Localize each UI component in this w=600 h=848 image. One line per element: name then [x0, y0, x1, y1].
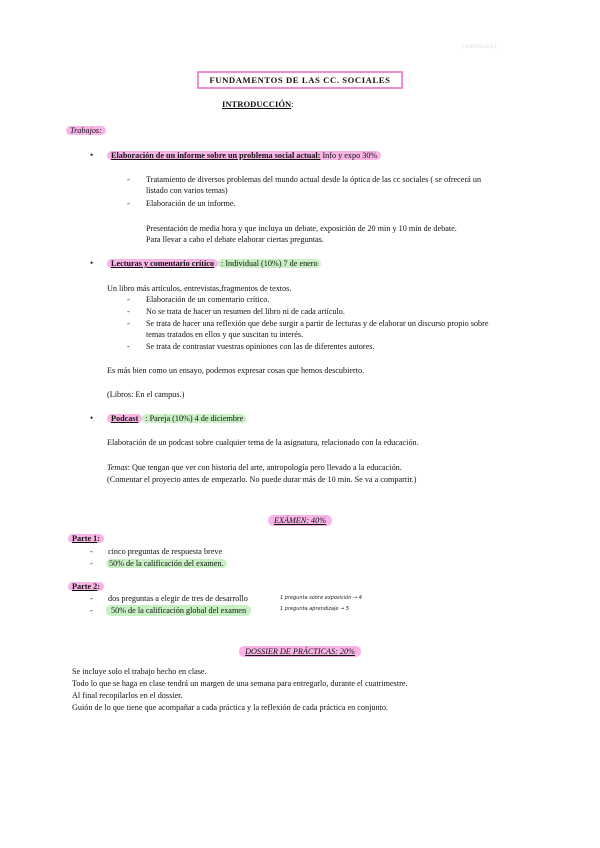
dash-icon: - [127, 307, 130, 316]
bullet-icon: • [90, 413, 94, 423]
dash-icon: - [90, 606, 93, 615]
item1-sub1-line2: listado con varios temas) [146, 186, 228, 195]
item2-intro: Un libro más artículos, entrevistas,fragmentos de textos. [107, 284, 292, 293]
dash-icon: - [127, 319, 130, 328]
examen-heading: EXÁMEN: 40% [268, 515, 332, 526]
parte2-item1: dos preguntas a elegir de tres de desarrollo [108, 594, 248, 603]
intro-colon: : [291, 99, 294, 109]
bullet-icon: • [90, 150, 94, 160]
parte1-label-wrap [68, 533, 104, 544]
item1-sub1-line1: Tratamiento de diversos problemas del mundo actual desde la óptica de las cc sociales ( se ofrecerá un [146, 175, 482, 184]
dossier-heading-wrap [0, 641, 600, 659]
dossier-line4: Guión de lo que tiene que acompañar a cada práctica y la reflexión de cada práctica en conjunto. [72, 703, 388, 712]
dash-icon: - [90, 547, 93, 556]
item1-note-line1: Presentación de media hora y que incluya un debate, exposición de 20 min y 10 min de debate. [146, 224, 457, 233]
item3-heading [107, 413, 246, 424]
dash-icon: - [90, 594, 93, 603]
item1-title: Elaboración de un informe sobre un problema social actual: [111, 151, 321, 160]
item3-note: (Comentar el proyecto antes de empezarlo. No puede durar más de 10 min. Se va a compartir.) [107, 475, 417, 484]
handwritten-note-1: 1 pregunta sobre exposición → 4 [280, 595, 362, 601]
item3-title: Podcast [107, 414, 142, 423]
parte1-item2-wrap [106, 558, 227, 569]
dossier-heading: DOSSIER DE PRÁCTICAS: 20% [239, 646, 361, 657]
handwritten-note-2: 1 pregunta aprendizaje → 5 [280, 606, 350, 612]
examen-heading-wrap [0, 510, 600, 528]
intro-heading: INTRODUCCIÓN [222, 99, 292, 109]
item3-detail: : Pareja (10%) 4 de diciembre [142, 414, 246, 423]
bullet-item-1 [90, 150, 93, 161]
item2-sub3-line1: Se trata de hacer una reflexión que debe surgir a partir de lecturas y de elaborar un discurso propio sobre [146, 319, 489, 328]
bullet-item-3 [90, 413, 93, 424]
item3-temas [107, 462, 402, 473]
item2-title: Lecturas y comentario crítico [107, 259, 218, 268]
item2-sub4: Se trata de contrastar vuestras opiniones con las de diferentes autores. [146, 342, 375, 351]
item2-detail: : Individual (10%) 7 de enero [218, 259, 321, 268]
item1-note-line2: Para llevar a cabo el debate elaborar ciertas preguntas. [146, 235, 324, 244]
dossier-line3: Al final recopilarlos en el dossier. [72, 691, 183, 700]
dash-icon: - [127, 199, 130, 208]
item2-sub2: No se trata de hacer un resumen del libro ni de cada artículo. [146, 307, 345, 316]
temas-text: : Que tengan que ver con historia del arte, antropología pero llevado a la educación. [127, 463, 402, 472]
page-title: FUNDAMENTOS DE LAS CC. SOCIALES [197, 71, 402, 89]
trabajos-label-wrap [66, 125, 106, 136]
dash-icon: - [127, 295, 130, 304]
bullet-item-2 [90, 258, 93, 269]
parte2-item2: 50% de la calificación global del examen [106, 605, 251, 616]
item1-heading [107, 150, 381, 161]
section-subtitle [222, 99, 294, 110]
dash-icon: - [127, 175, 130, 184]
dossier-line2: Todo lo que se haga en clase tendrá un margen de una semana para entregarlo, durante el cuatrimestre. [72, 679, 408, 688]
parte2-label-wrap [68, 581, 104, 592]
parte1-item2: 50% de la calificación del examen. [106, 559, 227, 568]
item2-sub1: Elaboración de un comentario crítico. [146, 295, 270, 304]
item1-detail: Info y expo 30% [322, 151, 378, 160]
item2-heading [107, 258, 321, 269]
dossier-line1: Se incluye solo el trabajo hecho en clase. [72, 667, 207, 676]
item3-desc: Elaboración de un podcast sobre cualquier tema de la asignatura, relacionado con la educación. [107, 438, 419, 447]
page-title-wrap [0, 70, 600, 88]
parte1-item1: cinco preguntas de respuesta breve [108, 547, 223, 556]
watermark-text: [watermark] [462, 42, 497, 50]
item2-sub3-line2: temas tratados en ellos y que suscitan tu interés. [146, 330, 304, 339]
dash-icon: - [90, 559, 93, 568]
parte2-label: Parte 2 [72, 582, 98, 591]
parte2-colon: : [97, 582, 100, 591]
dash-icon: - [127, 342, 130, 351]
parte1-colon: : [97, 534, 100, 543]
parte2-item2-wrap [106, 605, 251, 616]
trabajos-label: Trabajos: [66, 126, 106, 135]
parte1-label: Parte 1 [72, 534, 98, 543]
item1-sub2: Elaboración de un informe. [146, 199, 236, 208]
bullet-icon: • [90, 258, 94, 268]
item2-note2: (Libros: En el campus.) [107, 390, 185, 399]
item2-note1: Es más bien como un ensayo, podemos expresar cosas que hemos descubierto. [107, 366, 365, 375]
temas-label: Temas [107, 463, 128, 472]
